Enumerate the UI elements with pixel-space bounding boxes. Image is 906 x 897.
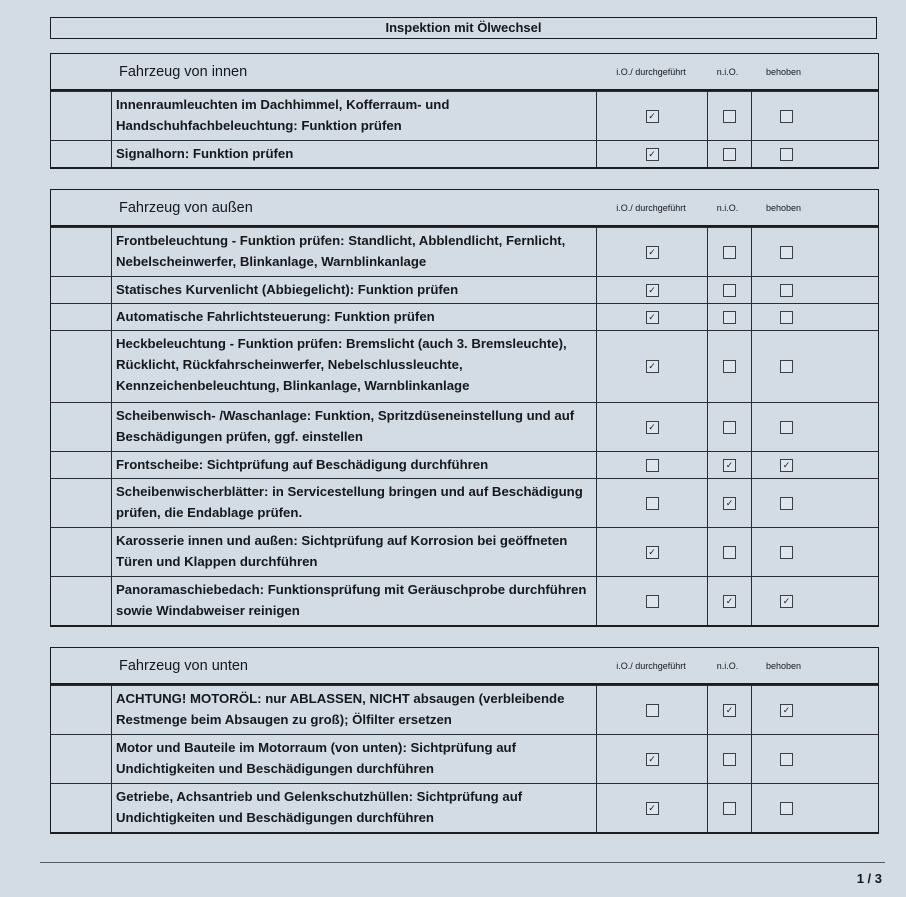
row-margin bbox=[51, 452, 112, 478]
checklist-row bbox=[51, 276, 878, 303]
checked-checkbox[interactable]: ✓ bbox=[780, 459, 793, 472]
check-cell bbox=[708, 277, 752, 303]
checklist-row bbox=[51, 140, 878, 167]
column-header: behoben bbox=[765, 202, 802, 213]
row-text: Innenraumleuchten im Dachhimmel, Kofferraum- und Handschuhfachbeleuchtung: Funktion prüfen bbox=[112, 92, 597, 140]
checked-checkbox[interactable]: ✓ bbox=[646, 284, 659, 297]
check-cell bbox=[708, 577, 752, 625]
section-2 bbox=[50, 189, 879, 627]
empty-checkbox[interactable] bbox=[723, 546, 736, 559]
check-cell bbox=[597, 479, 708, 527]
empty-checkbox[interactable] bbox=[780, 546, 793, 559]
column-header: n.i.O. bbox=[716, 660, 739, 671]
empty-checkbox[interactable] bbox=[780, 421, 793, 434]
checked-checkbox[interactable]: ✓ bbox=[646, 421, 659, 434]
row-margin bbox=[51, 735, 112, 783]
check-cell bbox=[597, 528, 708, 576]
empty-checkbox[interactable] bbox=[780, 360, 793, 373]
row-text: ACHTUNG! MOTORÖL: nur ABLASSEN, NICHT absaugen (verbleibende Restmenge beim Absaugen zu groß); Ölfilter ersetzen bbox=[112, 686, 597, 734]
empty-checkbox[interactable] bbox=[780, 753, 793, 766]
column-header: n.i.O. bbox=[716, 66, 739, 77]
check-cell bbox=[752, 403, 821, 451]
empty-checkbox[interactable] bbox=[723, 311, 736, 324]
check-cell bbox=[597, 228, 708, 276]
row-margin bbox=[51, 686, 112, 734]
check-cell bbox=[708, 452, 752, 478]
row-margin bbox=[51, 228, 112, 276]
check-cell bbox=[708, 528, 752, 576]
empty-checkbox[interactable] bbox=[646, 704, 659, 717]
check-cell bbox=[597, 577, 708, 625]
check-cell bbox=[708, 784, 752, 832]
row-text: Statisches Kurvenlicht (Abbiegelicht): Funktion prüfen bbox=[112, 277, 597, 303]
check-cell bbox=[752, 452, 821, 478]
section-header bbox=[51, 54, 878, 91]
column-header: behoben bbox=[765, 660, 802, 671]
empty-checkbox[interactable] bbox=[646, 595, 659, 608]
check-cell bbox=[597, 304, 708, 330]
document-title: Inspektion mit Ölwechsel bbox=[50, 17, 877, 39]
checklist-row bbox=[51, 303, 878, 330]
empty-checkbox[interactable] bbox=[723, 753, 736, 766]
section-3 bbox=[50, 647, 879, 834]
check-cell bbox=[752, 304, 821, 330]
check-cell bbox=[708, 403, 752, 451]
empty-checkbox[interactable] bbox=[780, 311, 793, 324]
footer-divider bbox=[40, 862, 885, 863]
row-text: Motor und Bauteile im Motorraum (von unten): Sichtprüfung auf Undichtigkeiten und Beschädigungen durchführen bbox=[112, 735, 597, 783]
checked-checkbox[interactable]: ✓ bbox=[723, 497, 736, 510]
checked-checkbox[interactable]: ✓ bbox=[646, 110, 659, 123]
section-header bbox=[51, 648, 878, 685]
column-header: i.O./ durchgeführt bbox=[616, 202, 686, 213]
checklist-row bbox=[51, 91, 878, 140]
row-text: Frontbeleuchtung - Funktion prüfen: Standlicht, Abblendlicht, Fernlicht, Nebelscheinwerfer, Blinkanlage, Warnblinkanlage bbox=[112, 228, 597, 276]
row-margin bbox=[51, 528, 112, 576]
check-cell bbox=[708, 735, 752, 783]
empty-checkbox[interactable] bbox=[723, 802, 736, 815]
checked-checkbox[interactable]: ✓ bbox=[723, 459, 736, 472]
column-header: n.i.O. bbox=[716, 202, 739, 213]
empty-checkbox[interactable] bbox=[780, 284, 793, 297]
empty-checkbox[interactable] bbox=[780, 148, 793, 161]
checklist-row bbox=[51, 478, 878, 527]
check-cell bbox=[752, 479, 821, 527]
checked-checkbox[interactable]: ✓ bbox=[780, 595, 793, 608]
row-margin bbox=[51, 784, 112, 832]
checklist-row bbox=[51, 576, 878, 625]
row-margin bbox=[51, 403, 112, 451]
row-text: Heckbeleuchtung - Funktion prüfen: Bremslicht (auch 3. Bremsleuchte), Rücklicht, Rückfahrscheinwerfer, Nebelschlussleuchte, Kennzeichenbeleuchtung, Blinkanlage, Warnblinkanlage bbox=[112, 331, 597, 402]
check-cell bbox=[597, 784, 708, 832]
checked-checkbox[interactable]: ✓ bbox=[646, 802, 659, 815]
check-cell bbox=[708, 479, 752, 527]
checklist-row bbox=[51, 227, 878, 276]
checklist-row bbox=[51, 330, 878, 402]
row-text: Scheibenwisch- /Waschanlage: Funktion, Spritzdüseneinstellung und auf Beschädigungen prüfen, ggf. einstellen bbox=[112, 403, 597, 451]
section-title: Fahrzeug von innen bbox=[119, 63, 248, 80]
check-cell bbox=[752, 141, 821, 167]
check-cell bbox=[708, 141, 752, 167]
check-cell bbox=[708, 92, 752, 140]
empty-checkbox[interactable] bbox=[723, 360, 736, 373]
section-header bbox=[51, 190, 878, 227]
check-cell bbox=[752, 228, 821, 276]
column-header: i.O./ durchgeführt bbox=[616, 660, 686, 671]
row-margin bbox=[51, 92, 112, 140]
check-cell bbox=[752, 92, 821, 140]
check-cell bbox=[597, 452, 708, 478]
check-cell bbox=[708, 228, 752, 276]
row-margin bbox=[51, 141, 112, 167]
checked-checkbox[interactable]: ✓ bbox=[646, 246, 659, 259]
checked-checkbox[interactable]: ✓ bbox=[780, 704, 793, 717]
checked-checkbox[interactable]: ✓ bbox=[646, 311, 659, 324]
checklist-row bbox=[51, 527, 878, 576]
checklist-sections bbox=[50, 53, 877, 834]
checked-checkbox[interactable]: ✓ bbox=[723, 704, 736, 717]
check-cell bbox=[708, 304, 752, 330]
row-margin bbox=[51, 331, 112, 402]
check-cell bbox=[752, 784, 821, 832]
check-cell bbox=[752, 331, 821, 402]
check-cell bbox=[752, 277, 821, 303]
row-text: Getriebe, Achsantrieb und Gelenkschutzhüllen: Sichtprüfung auf Undichtigkeiten und Beschädigungen durchführen bbox=[112, 784, 597, 832]
empty-checkbox[interactable] bbox=[646, 459, 659, 472]
check-cell bbox=[708, 686, 752, 734]
row-margin bbox=[51, 577, 112, 625]
row-text: Frontscheibe: Sichtprüfung auf Beschädigung durchführen bbox=[112, 452, 597, 478]
column-header: i.O./ durchgeführt bbox=[616, 66, 686, 77]
empty-checkbox[interactable] bbox=[723, 421, 736, 434]
check-cell bbox=[597, 331, 708, 402]
section-title: Fahrzeug von außen bbox=[119, 199, 253, 216]
row-text: Panoramaschiebedach: Funktionsprüfung mit Geräuschprobe durchführen sowie Windabweiser reinigen bbox=[112, 577, 597, 625]
checklist-row bbox=[51, 783, 878, 832]
checked-checkbox[interactable]: ✓ bbox=[723, 595, 736, 608]
row-text: Signalhorn: Funktion prüfen bbox=[112, 141, 597, 167]
row-margin bbox=[51, 277, 112, 303]
row-text: Automatische Fahrlichtsteuerung: Funktion prüfen bbox=[112, 304, 597, 330]
check-cell bbox=[752, 686, 821, 734]
empty-checkbox[interactable] bbox=[780, 497, 793, 510]
section-1 bbox=[50, 53, 879, 169]
check-cell bbox=[597, 277, 708, 303]
checked-checkbox[interactable]: ✓ bbox=[646, 753, 659, 766]
checked-checkbox[interactable]: ✓ bbox=[646, 546, 659, 559]
empty-checkbox[interactable] bbox=[646, 497, 659, 510]
row-margin bbox=[51, 479, 112, 527]
empty-checkbox[interactable] bbox=[723, 110, 736, 123]
empty-checkbox[interactable] bbox=[780, 802, 793, 815]
empty-checkbox[interactable] bbox=[780, 246, 793, 259]
check-cell bbox=[597, 686, 708, 734]
page-number: 1 / 3 bbox=[856, 871, 882, 886]
checklist-row bbox=[51, 685, 878, 734]
row-text: Scheibenwischerblätter: in Servicestellung bringen und auf Beschädigung prüfen, die Endablage prüfen. bbox=[112, 479, 597, 527]
empty-checkbox[interactable] bbox=[723, 246, 736, 259]
check-cell bbox=[597, 92, 708, 140]
check-cell bbox=[752, 735, 821, 783]
checked-checkbox[interactable]: ✓ bbox=[646, 360, 659, 373]
checklist-row bbox=[51, 451, 878, 478]
checklist-row bbox=[51, 402, 878, 451]
column-header: behoben bbox=[765, 66, 802, 77]
check-cell bbox=[597, 735, 708, 783]
check-cell bbox=[752, 577, 821, 625]
check-cell bbox=[597, 403, 708, 451]
empty-checkbox[interactable] bbox=[780, 110, 793, 123]
checklist-row bbox=[51, 734, 878, 783]
empty-checkbox[interactable] bbox=[723, 148, 736, 161]
section-title: Fahrzeug von unten bbox=[119, 657, 248, 674]
checked-checkbox[interactable]: ✓ bbox=[646, 148, 659, 161]
check-cell bbox=[597, 141, 708, 167]
check-cell bbox=[752, 528, 821, 576]
row-text: Karosserie innen und außen: Sichtprüfung auf Korrosion bei geöffneten Türen und Klappen durchführen bbox=[112, 528, 597, 576]
empty-checkbox[interactable] bbox=[723, 284, 736, 297]
check-cell bbox=[708, 331, 752, 402]
row-margin bbox=[51, 304, 112, 330]
